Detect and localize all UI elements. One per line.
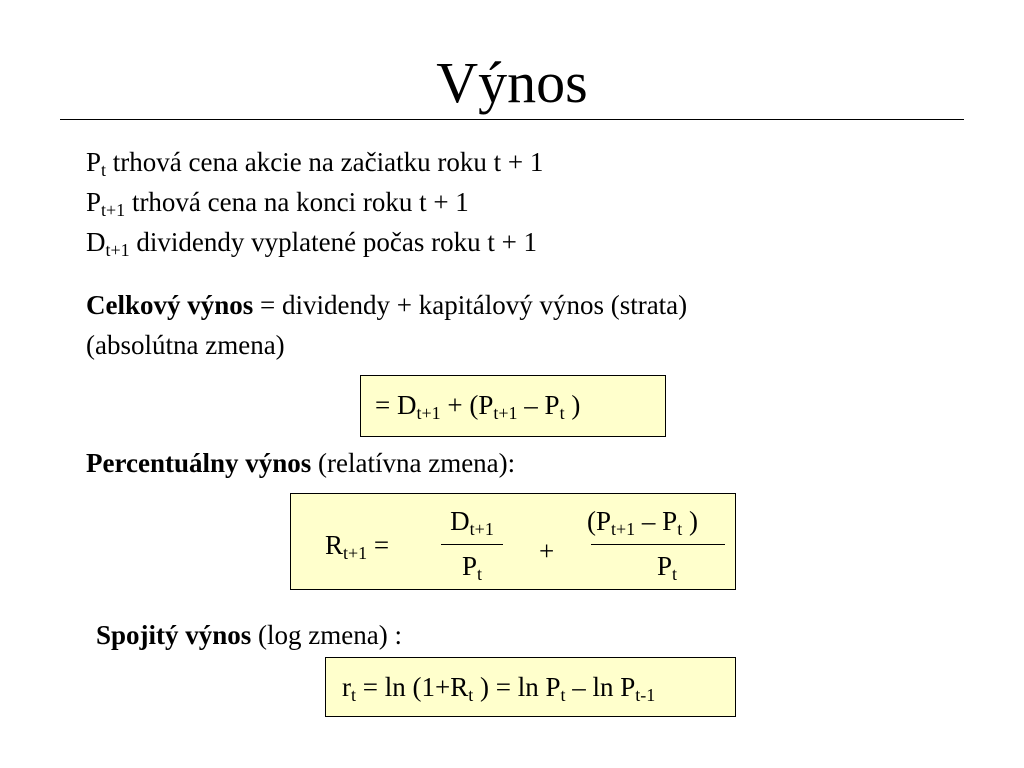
- percent-return-formula-box: [290, 493, 736, 590]
- plus-sign: +: [539, 536, 555, 566]
- fraction2-denominator: $P_t$: [657, 551, 678, 584]
- log-return-line: Spojitý výnos (log zmena) :: [96, 620, 402, 650]
- percent-return-lhs: $R_{t+1}$ =: [325, 530, 390, 563]
- fraction1-numerator: $D_{t+1}$: [450, 506, 494, 539]
- definition-pt1: $P_{t+1}$ trhová cena na konci roku t + 1: [86, 187, 469, 220]
- fraction1-denominator: $P_t$: [461, 551, 483, 584]
- total-return-formula-box: [360, 375, 666, 437]
- percent-return-heading: Percentuálny výnos: [86, 448, 312, 478]
- definition-pt: $P_t$ trhová cena akcie na začiatku roku t + 1: [86, 147, 544, 180]
- log-return-formula-box: [325, 657, 736, 717]
- definition-dt1: $D_{t+1}$ dividendy vyplatené počas roku t + 1: [86, 227, 538, 260]
- slide-title: Výnos: [436, 50, 588, 115]
- title-divider: [60, 119, 964, 120]
- total-return-note: (absolútna zmena): [86, 330, 285, 360]
- total-return-heading: Celkový výnos: [86, 290, 254, 320]
- total-return-formula: = $D_{t+1} + (P_{t+1} - P_t$ ): [375, 390, 581, 423]
- fraction2-numerator: ($P_{t+1} - P_t$ ): [587, 506, 698, 539]
- percent-return-line: Percentuálny výnos (relatívna zmena):: [86, 448, 516, 478]
- log-return-heading: Spojitý výnos: [96, 620, 252, 650]
- fraction1-bar: [441, 544, 503, 545]
- total-return-line: Celkový výnos = dividendy + kapitálový výnos (strata): [86, 290, 688, 320]
- log-return-formula: $r_t = \ln (1+R_t$ ) = $\ln P_t$ – $\ln P_{t-1}$: [342, 672, 656, 705]
- fraction2-bar: [591, 544, 725, 545]
